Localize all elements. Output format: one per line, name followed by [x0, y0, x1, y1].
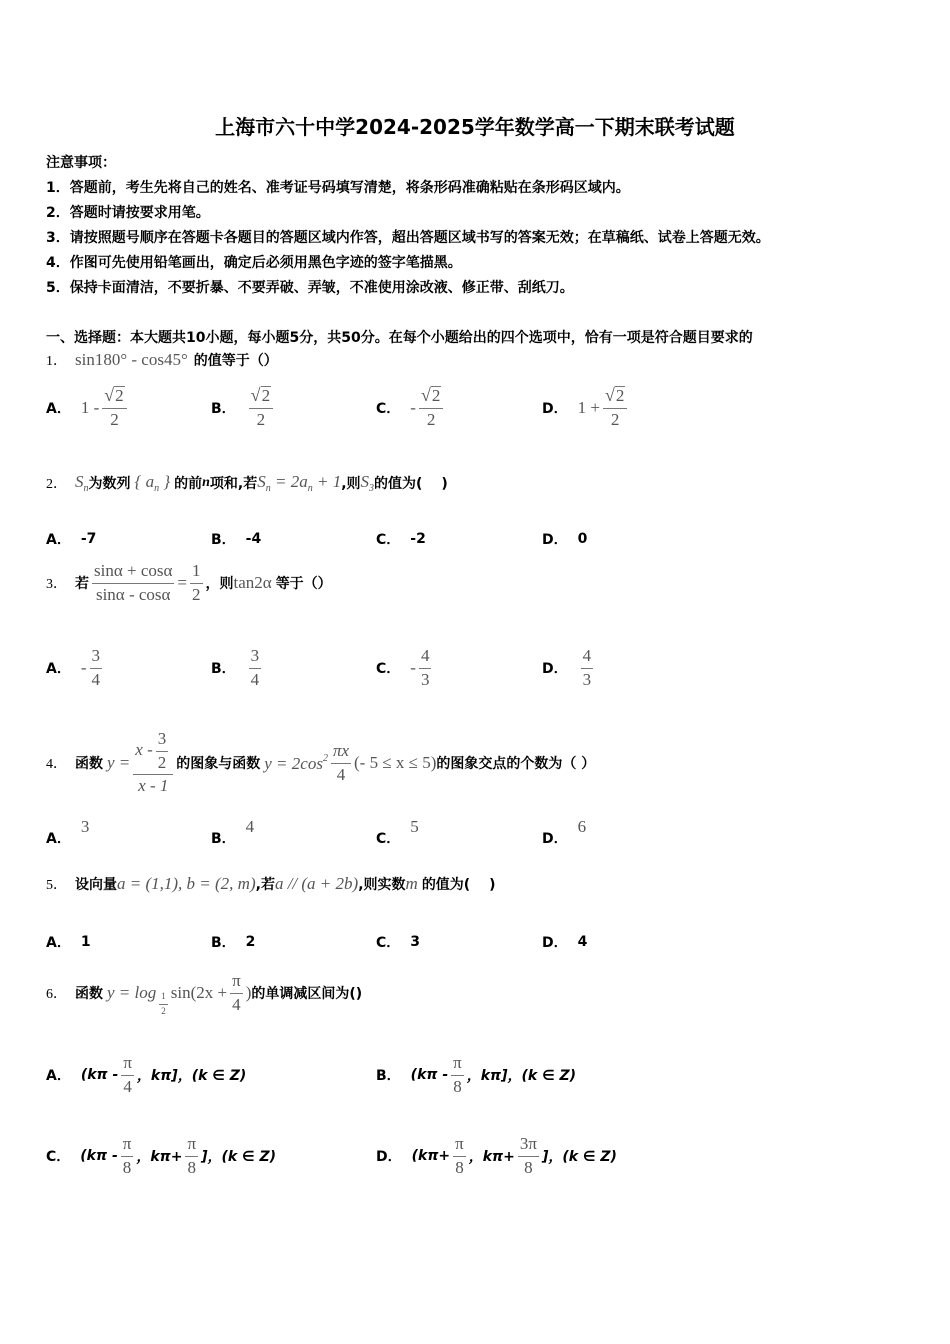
q1-text: 的值等于（）	[193, 353, 278, 369]
q1-option-a[interactable]: A． 1 - √ 2 2	[46, 386, 130, 429]
q5-option-b[interactable]: B． 2	[211, 934, 256, 951]
q3-option-a[interactable]: A． - $\frac{3}{4}$	[46, 646, 101, 689]
notice-item-2: 2．答题时请按要求用笔。	[46, 205, 210, 221]
option-label: A．	[46, 400, 71, 417]
notice-heading: 注意事项：	[46, 155, 116, 171]
question-2: 2． $S_n$ 为数列 { $a_n$ } 的前 n 项和,若 $S_n = 2a_n + 1$ ,则 $S_3$ 的值为( )	[46, 472, 448, 494]
q1-option-c[interactable]: C． - √ 2 2	[376, 386, 446, 429]
question-number: 5．	[46, 878, 67, 893]
q2-option-c[interactable]: C． -2	[376, 531, 426, 548]
question-3: 3． 若 $\frac{\sin\alpha + \cos\alpha}{\sin\alpha - \cos\alpha}$ = $\frac{1}{2}$ ，则 tan2α 等于（）	[46, 561, 332, 604]
q1-option-d[interactable]: D． 1 + √ 2 2	[542, 386, 630, 429]
q5-option-d[interactable]: D． 4	[542, 934, 588, 951]
notice-item-5: 5．保持卡面清洁，不要折暴、不要弄破、弄皱，不准使用涂改液、修正带、刮纸刀。	[46, 280, 574, 296]
q3-option-c[interactable]: C． - $\frac{4}{3}$	[376, 646, 430, 689]
option-math: 1 -	[80, 397, 100, 417]
q1-expression: sin180° - cos45°	[75, 350, 188, 369]
option-label: D．	[542, 400, 568, 417]
q4-option-c[interactable]: C． 5	[376, 817, 419, 847]
question-1	[46, 350, 278, 370]
q1-option-b[interactable]: B． √ 2 2	[211, 386, 276, 429]
q2-option-d[interactable]: D． 0	[542, 531, 588, 548]
q2-text: 为数列	[88, 476, 131, 492]
q4-option-a[interactable]: A． 3	[46, 817, 90, 847]
q4-option-d[interactable]: D． 6	[542, 817, 587, 847]
q6-option-c[interactable]: C． (kπ - $\frac{\pi}{8}$ ，kπ+ $\frac{\pi}{8}$ ]，(k ∈ Z)	[46, 1134, 277, 1177]
option-math: 1 +	[577, 397, 600, 417]
notice-item-1: 1．答题前，考生先将自己的姓名、准考证号码填写清楚，将条形码准确粘贴在条形码区域内。	[46, 180, 630, 196]
notice-item-3: 3．请按照题号顺序在答题卡各题目的答题区域内作答，超出答题区域书写的答案无效；在草稿纸、试卷上答题无效。	[46, 230, 770, 246]
question-number: 1．	[46, 354, 67, 369]
q6-option-d[interactable]: D． (kπ+ $\frac{\pi}{8}$ ，kπ+ $\frac{3\pi}{8}$ ]，(k ∈ Z)	[376, 1134, 617, 1177]
question-6: 6． 函数 y = log $\frac{1}{2}$ sin(2x + $\frac{\pi}{4}$ ) 的单调减区间为()	[46, 971, 363, 1016]
question-number: 2．	[46, 477, 67, 492]
notice-item-4: 4．作图可先使用铅笔画出，确定后必须用黑色字迹的签字笔描黑。	[46, 255, 462, 271]
q6-option-b[interactable]: B． (kπ - $\frac{\pi}{8}$ ，kπ]，(k ∈ Z)	[376, 1053, 577, 1096]
q2-option-a[interactable]: A． -7	[46, 531, 97, 548]
question-number: 3．	[46, 577, 67, 593]
question-5: 5． 设向量 a = (1,1), b = (2, m) ,若 a // (a + 2b) ,则实数 m 的值为( )	[46, 874, 496, 893]
question-number: 6．	[46, 987, 67, 1003]
page-title: 上海市六十中学2024-2025学年数学高一下期末联考试题	[215, 115, 735, 139]
q3-option-b[interactable]: B． $\frac{3}{4}$	[211, 646, 260, 689]
section-heading: 一、选择题：本大题共10小题，每小题5分，共50分。在每个小题给出的四个选项中，恰有一项是符合题目要求的	[46, 330, 753, 346]
option-math: -	[410, 397, 416, 417]
q2-option-b[interactable]: B． -4	[211, 531, 262, 548]
question-number: 4．	[46, 757, 67, 773]
q5-option-a[interactable]: A． 1	[46, 934, 91, 951]
question-4: 4． 函数 y = x - $\frac{3}{2}$ x - 1 的图象与函数 $y = 2\cos^2$ $\frac{\pi x}{4}$ (- 5 ≤ x ≤ 5) 的图象交点的个数为（ ）	[46, 729, 596, 796]
q6-option-a[interactable]: A． (kπ - $\frac{\pi}{4}$ ，kπ]，(k ∈ Z)	[46, 1053, 247, 1096]
q3-option-d[interactable]: D． $\frac{4}{3}$	[542, 646, 592, 689]
option-label: C．	[376, 400, 401, 417]
option-label: B．	[211, 400, 236, 417]
q5-option-c[interactable]: C． 3	[376, 934, 421, 951]
q4-option-b[interactable]: B． 4	[211, 817, 255, 847]
